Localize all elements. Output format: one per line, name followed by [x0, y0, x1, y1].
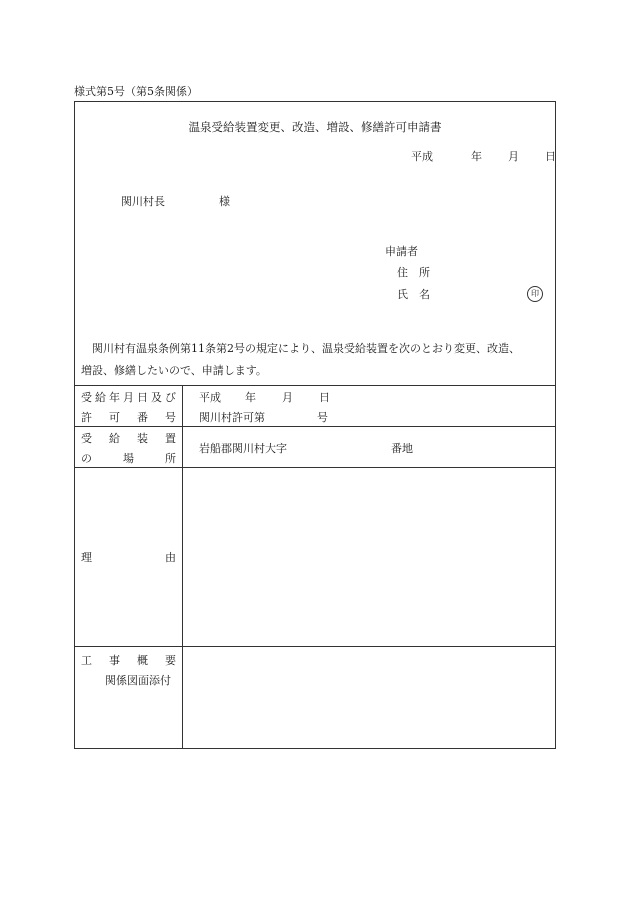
row2-label-line2 [81, 453, 176, 464]
applicant-heading: 申請者 [385, 245, 418, 258]
permit-number-suffix: 号 [317, 411, 328, 424]
submission-date [411, 151, 556, 162]
row1-label-char: 給 [95, 391, 106, 404]
work-summary-label [81, 655, 176, 666]
applicant-address-label: 住 所 [397, 266, 430, 279]
request-statement [81, 338, 551, 382]
reason-label [81, 552, 176, 563]
row1-label-char: 及 [151, 391, 162, 404]
row-divider-2 [75, 467, 555, 468]
column-divider [182, 385, 183, 749]
permit-date-era: 平成 [199, 391, 221, 404]
permit-date-day: 日 [319, 391, 330, 404]
location-prefix: 岩船郡関川村大字 [199, 442, 287, 455]
location-suffix: 番地 [391, 442, 413, 455]
seal-mark: 印 [527, 286, 543, 302]
location-value [199, 443, 413, 454]
applicant-name-label: 氏 名 [397, 288, 430, 301]
work-summary-char: 工 [81, 654, 92, 667]
row1-label-char: 月 [123, 391, 134, 404]
row-divider-1 [75, 426, 555, 427]
row-divider-3 [75, 646, 555, 647]
date-month: 月 [508, 150, 519, 163]
permit-date-year: 年 [245, 391, 256, 404]
request-statement-line2: 増設、修繕したいので、申請します。 [81, 364, 267, 377]
reason-label-char: 由 [165, 551, 176, 564]
row1-label-char: 番 [137, 411, 148, 424]
table-top-rule [75, 385, 555, 386]
row1-label-char: 可 [109, 411, 120, 424]
row2-label-char: 置 [165, 432, 176, 445]
row1-label-char: 日 [137, 391, 148, 404]
application-form [74, 101, 556, 749]
row1-label-char: 年 [109, 391, 120, 404]
addressee-honorific: 様 [219, 195, 230, 208]
row2-label-char: の [81, 452, 92, 465]
date-year: 年 [471, 150, 482, 163]
row2-label-line1 [81, 433, 176, 444]
row1-label-char: び [165, 391, 176, 404]
permit-number-value [199, 412, 328, 423]
work-summary-char: 要 [165, 654, 176, 667]
row1-label-line2 [81, 412, 176, 423]
reason-label-char: 理 [81, 551, 92, 564]
row2-label-char: 装 [137, 432, 148, 445]
date-era: 平成 [411, 150, 433, 163]
row1-label-char: 許 [81, 411, 92, 424]
row1-label-char: 号 [165, 411, 176, 424]
row2-label-char: 給 [109, 432, 120, 445]
row1-label-char: 受 [81, 391, 92, 404]
row2-label-char: 所 [165, 452, 176, 465]
permit-number-prefix: 関川村許可第 [199, 411, 265, 424]
request-statement-line1: 関川村有温泉条例第11条第2号の規定により、温泉受給装置を次のとおり変更、改造、 [92, 342, 520, 355]
work-summary-char: 事 [109, 654, 120, 667]
row2-label-char: 受 [81, 432, 92, 445]
row1-label-line1 [81, 392, 176, 403]
addressee-name: 関川村長 [121, 195, 165, 208]
form-title: 温泉受給装置変更、改造、増設、修繕許可申請書 [188, 120, 442, 134]
work-summary-char: 概 [137, 654, 148, 667]
form-number-label: 様式第5号（第5条関係） [74, 85, 198, 98]
row2-label-char: 場 [123, 452, 134, 465]
permit-date-value [199, 392, 330, 403]
permit-date-month: 月 [282, 391, 293, 404]
date-day: 日 [545, 150, 556, 163]
addressee [121, 196, 230, 207]
drawings-attached-note: 関係図面添付 [105, 674, 171, 687]
